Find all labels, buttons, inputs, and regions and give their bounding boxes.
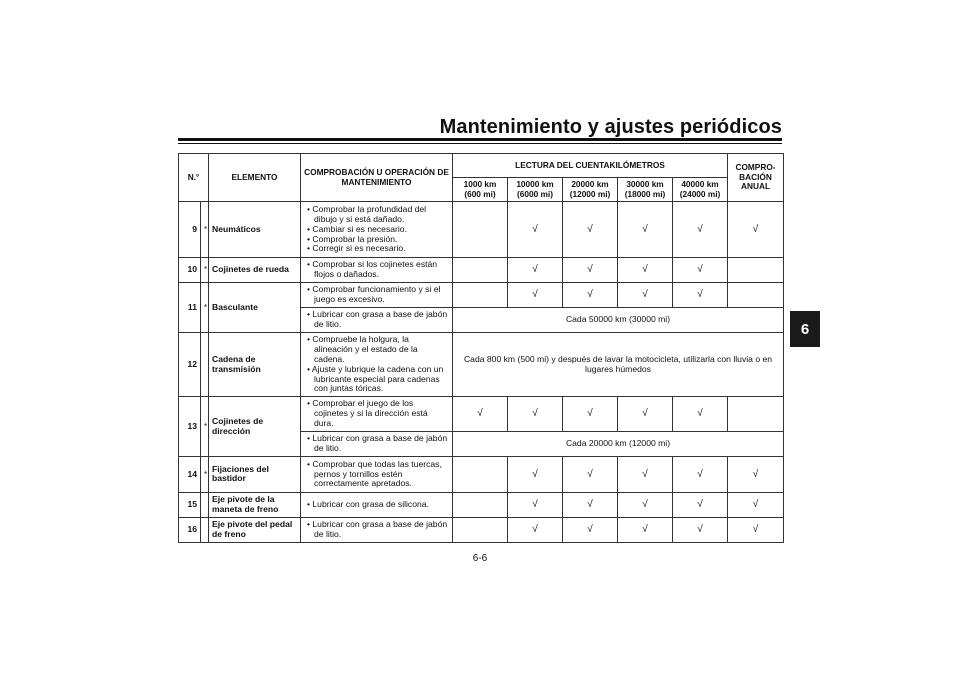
check-cell bbox=[453, 456, 508, 492]
operation-cell bbox=[301, 517, 453, 542]
check-cell: √ bbox=[673, 456, 728, 492]
row-number: 10 bbox=[179, 258, 201, 283]
row-number: 11 bbox=[179, 283, 201, 333]
row-number: 16 bbox=[179, 517, 201, 542]
chapter-tab[interactable]: 6 bbox=[790, 311, 820, 347]
star-mark: * bbox=[201, 258, 209, 283]
row-number: 13 bbox=[179, 397, 201, 457]
check-cell: √ bbox=[508, 283, 563, 308]
element-name: Cojinetes de rueda bbox=[209, 258, 301, 283]
table-row bbox=[179, 517, 784, 542]
check-cell: √ bbox=[673, 397, 728, 432]
operation-line: • Lubricar con grasa a base de jabón de litio. bbox=[307, 309, 448, 330]
check-cell: √ bbox=[453, 397, 508, 432]
star-mark bbox=[201, 492, 209, 517]
annual-check-cell: √ bbox=[728, 202, 784, 258]
operation-cell bbox=[301, 431, 453, 456]
title-rule bbox=[178, 138, 782, 141]
element-name: Eje pivote de la maneta de freno bbox=[209, 492, 301, 517]
check-cell: √ bbox=[508, 258, 563, 283]
annual-check-cell: √ bbox=[728, 517, 784, 542]
operation-cell bbox=[301, 456, 453, 492]
operation-line: • Corregir si es necesario. bbox=[307, 243, 406, 254]
element-name: Basculante bbox=[209, 283, 301, 333]
check-cell bbox=[453, 517, 508, 542]
check-cell: √ bbox=[618, 492, 673, 517]
check-cell: √ bbox=[618, 283, 673, 308]
check-cell: √ bbox=[563, 202, 618, 258]
operation-line: • Ajuste y lubrique la cadena con un lubricante especial para cadenas con juntas tóricas. bbox=[307, 363, 444, 394]
annual-check-cell bbox=[728, 397, 784, 432]
operation-line: • Comprobar que todas las tuercas, pernos y tornillos estén correctamente apretados. bbox=[307, 458, 442, 489]
annual-check-cell bbox=[728, 258, 784, 283]
title-rule-thin bbox=[178, 143, 782, 144]
table-row bbox=[179, 283, 784, 308]
operation-line: • Comprobar el juego de los cojinetes y si la dirección está dura. bbox=[307, 398, 428, 429]
operation-cell bbox=[301, 202, 453, 258]
star-mark: * bbox=[201, 456, 209, 492]
check-cell bbox=[453, 258, 508, 283]
operation-cell bbox=[301, 258, 453, 283]
table-row bbox=[179, 333, 784, 397]
table-row bbox=[179, 258, 784, 283]
check-cell: √ bbox=[508, 517, 563, 542]
table-row bbox=[179, 492, 784, 517]
header-interval: 10000 km (6000 mi) bbox=[508, 178, 563, 202]
check-cell: √ bbox=[618, 397, 673, 432]
header-odometer: LECTURA DEL CUENTAKILÓMETROS bbox=[453, 154, 728, 178]
annual-check-cell: √ bbox=[728, 456, 784, 492]
page-title: Mantenimiento y ajustes periódicos bbox=[439, 116, 782, 138]
operation-line: • Lubricar con grasa de silicona. bbox=[307, 499, 429, 509]
operation-line: • Comprobar la profundidad del dibujo y si está dañado. bbox=[307, 203, 427, 224]
header-element: ELEMENTO bbox=[209, 154, 301, 202]
header-operation: COMPROBACIÓN U OPERACIÓN DE MANTENIMIENTO bbox=[301, 154, 453, 202]
header-interval: 40000 km (24000 mi) bbox=[673, 178, 728, 202]
table-row bbox=[179, 397, 784, 432]
operation-cell bbox=[301, 397, 453, 432]
check-cell: √ bbox=[673, 283, 728, 308]
operation-line: • Comprobar funcionamiento y si el juego es excesivo. bbox=[307, 284, 441, 305]
check-cell: √ bbox=[618, 202, 673, 258]
check-cell: √ bbox=[508, 397, 563, 432]
check-cell: √ bbox=[673, 492, 728, 517]
interval-span-cell: Cada 50000 km (30000 mi) bbox=[453, 308, 784, 333]
header-no: N.° bbox=[179, 154, 209, 202]
element-name: Eje pivote del pedal de freno bbox=[209, 517, 301, 542]
check-cell: √ bbox=[508, 492, 563, 517]
check-cell: √ bbox=[618, 258, 673, 283]
element-name: Cadena de transmisión bbox=[209, 333, 301, 397]
interval-span-cell: Cada 20000 km (12000 mi) bbox=[453, 431, 784, 456]
row-number: 12 bbox=[179, 333, 201, 397]
element-name: Neumáticos bbox=[209, 202, 301, 258]
check-cell: √ bbox=[563, 258, 618, 283]
star-mark: * bbox=[201, 283, 209, 333]
star-mark: * bbox=[201, 202, 209, 258]
row-number: 15 bbox=[179, 492, 201, 517]
table-row bbox=[179, 202, 784, 258]
operation-line: • Comprobar si los cojinetes están flojos o dañados. bbox=[307, 259, 438, 280]
annual-check-cell: √ bbox=[728, 492, 784, 517]
operation-cell bbox=[301, 333, 453, 397]
check-cell: √ bbox=[563, 456, 618, 492]
interval-span-cell: Cada 800 km (500 mi) y después de lavar la motocicleta, utilizarla con lluvia o en lugares húmedos bbox=[453, 333, 784, 397]
check-cell bbox=[453, 283, 508, 308]
operation-line: • Comprobar la presión. bbox=[307, 233, 398, 244]
operation-cell bbox=[301, 308, 453, 333]
operation-cell bbox=[301, 492, 453, 517]
maintenance-table bbox=[178, 153, 784, 543]
check-cell: √ bbox=[563, 492, 618, 517]
check-cell: √ bbox=[673, 202, 728, 258]
check-cell: √ bbox=[563, 283, 618, 308]
check-cell: √ bbox=[508, 456, 563, 492]
check-cell: √ bbox=[673, 517, 728, 542]
operation-line: • Cambiar si es necesario. bbox=[307, 223, 407, 234]
operation-line: • Lubricar con grasa a base de jabón de litio. bbox=[307, 519, 448, 539]
table-row bbox=[179, 456, 784, 492]
star-mark: * bbox=[201, 397, 209, 457]
star-mark bbox=[201, 333, 209, 397]
operation-line: • Lubricar con grasa a base de jabón de litio. bbox=[307, 433, 448, 453]
element-name: Fijaciones del bastidor bbox=[209, 456, 301, 492]
star-mark bbox=[201, 517, 209, 542]
row-number: 14 bbox=[179, 456, 201, 492]
header-interval: 1000 km (600 mi) bbox=[453, 178, 508, 202]
check-cell: √ bbox=[673, 258, 728, 283]
check-cell: √ bbox=[508, 202, 563, 258]
element-name: Cojinetes de dirección bbox=[209, 397, 301, 457]
header-interval: 30000 km (18000 mi) bbox=[618, 178, 673, 202]
header-interval: 20000 km (12000 mi) bbox=[563, 178, 618, 202]
check-cell: √ bbox=[563, 517, 618, 542]
check-cell: √ bbox=[618, 517, 673, 542]
check-cell: √ bbox=[563, 397, 618, 432]
header-annual: COMPRO-BACIÓN ANUAL bbox=[728, 154, 784, 202]
check-cell bbox=[453, 492, 508, 517]
operation-line: • Compruebe la holgura, la alineación y el estado de la cadena. bbox=[307, 334, 418, 364]
operation-cell bbox=[301, 283, 453, 308]
annual-check-cell bbox=[728, 283, 784, 308]
page-number: 6-6 bbox=[472, 553, 488, 564]
row-number: 9 bbox=[179, 202, 201, 258]
check-cell bbox=[453, 202, 508, 258]
check-cell: √ bbox=[618, 456, 673, 492]
